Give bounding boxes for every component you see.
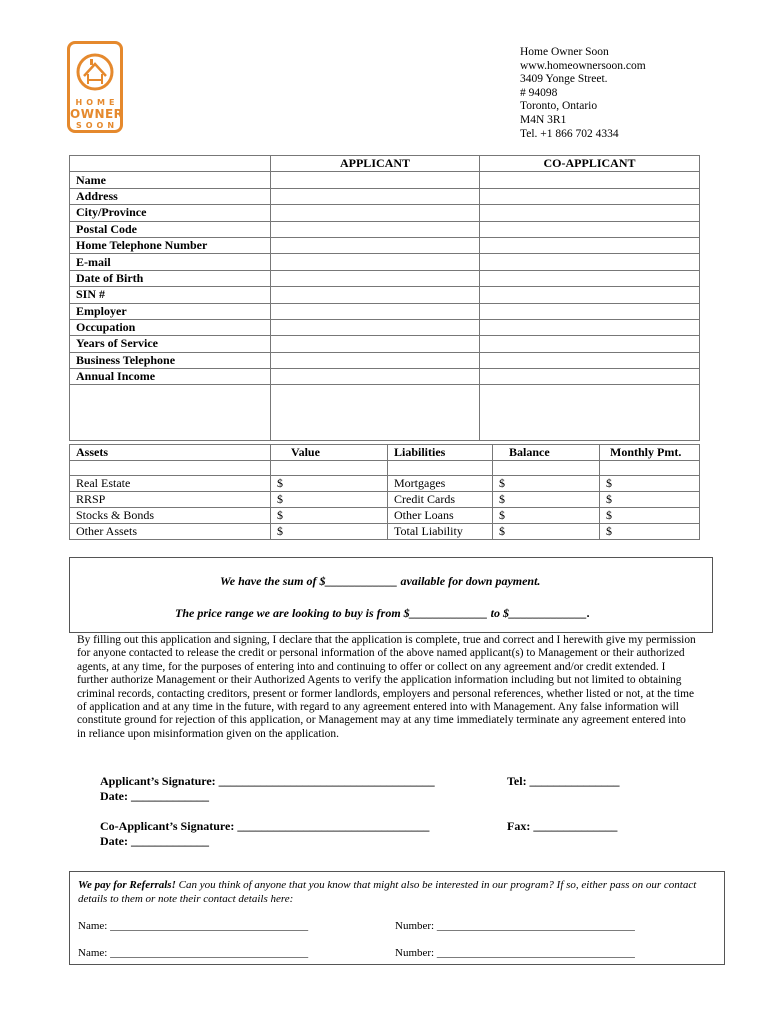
row-label-occupation: Occupation — [70, 319, 271, 335]
coapplicant-business-phone-field[interactable] — [480, 352, 700, 368]
applicant-postal-field[interactable] — [271, 221, 480, 237]
applicant-header: APPLICANT — [271, 156, 480, 172]
table-row — [70, 524, 700, 540]
row-label-business-phone: Business Telephone — [70, 352, 271, 368]
asset-label: RRSP — [70, 492, 271, 508]
company-website[interactable]: www.homeownersoon.com — [520, 59, 646, 72]
balance-field[interactable]: $ — [493, 524, 600, 540]
applicant-home-phone-field[interactable] — [271, 237, 480, 253]
liability-label: Credit Cards — [388, 492, 493, 508]
liability-label: Total Liability — [388, 524, 493, 540]
coapplicant-years-service-field[interactable] — [480, 336, 700, 352]
coapplicant-home-phone-field[interactable] — [480, 237, 700, 253]
applicant-info-table — [69, 155, 700, 441]
blank-row-label — [70, 385, 271, 441]
company-name: Home Owner Soon — [520, 46, 609, 58]
row-label-address: Address — [70, 188, 271, 204]
applicant-email-field[interactable] — [271, 254, 480, 270]
applicant-address-field[interactable] — [271, 188, 480, 204]
liabilities-header: Liabilities — [388, 445, 493, 461]
row-label-annual-income: Annual Income — [70, 369, 271, 385]
applicant-years-service-field[interactable] — [271, 336, 480, 352]
spacer-cell — [600, 461, 700, 476]
referral-box — [69, 871, 725, 965]
row-label-postal: Postal Code — [70, 221, 271, 237]
row-label-employer: Employer — [70, 303, 271, 319]
coapplicant-employer-field[interactable] — [480, 303, 700, 319]
coapplicant-sin-field[interactable] — [480, 287, 700, 303]
table-row — [70, 508, 700, 524]
company-street: 3409 Yonge Street. — [520, 73, 608, 86]
declaration-line: of application and at any time in the future, with regard to any agreement entered into with Management. Any false information will — [77, 701, 679, 714]
coapplicant-blank-field[interactable] — [480, 385, 700, 441]
company-logo — [67, 41, 123, 133]
declaration-line: constitute ground for rejection of this application, or Management may at any time immediately terminate any agreement entered into — [77, 714, 686, 727]
coapplicant-city-field[interactable] — [480, 205, 700, 221]
balance-field[interactable]: $ — [493, 508, 600, 524]
balance-header: Balance — [493, 445, 600, 461]
spacer-cell — [493, 461, 600, 476]
asset-label: Real Estate — [70, 476, 271, 492]
value-header: Value — [271, 445, 388, 461]
balance-field[interactable]: $ — [493, 476, 600, 492]
applicant-signature-line[interactable]: Applicant’s Signature: ____________________________________ — [100, 774, 435, 788]
spacer-cell — [70, 461, 271, 476]
table-row — [70, 476, 700, 492]
referral-name-2[interactable]: Name: ____________________________________ — [78, 947, 309, 959]
coapplicant-annual-income-field[interactable] — [480, 369, 700, 385]
coapplicant-occupation-field[interactable] — [480, 319, 700, 335]
company-postal: M4N 3R1 — [520, 113, 567, 126]
row-label-sin: SIN # — [70, 287, 271, 303]
declaration-line: for anyone contacted to release the credit or personal information of the above named applicant(s) to Management or their authorized — [77, 647, 685, 660]
declaration-line: criminal records, contacting creditors, present or former landlords, employers and personal references, whether listed or not, at the time — [77, 687, 695, 700]
table-corner — [70, 156, 271, 172]
applicant-business-phone-field[interactable] — [271, 352, 480, 368]
row-label-city: City/Province — [70, 205, 271, 221]
row-label-email: E-mail — [70, 254, 271, 270]
coapplicant-email-field[interactable] — [480, 254, 700, 270]
fax-line[interactable]: Fax: ______________ — [507, 819, 618, 833]
coapplicant-date-line[interactable]: Date: _____________ — [100, 834, 209, 848]
assets-header: Assets — [70, 445, 271, 461]
declaration-line: By filling out this application and signing, I declare that the application is complete, true and correct and I herewith give my permission — [77, 634, 696, 646]
tel-line[interactable]: Tel: _______________ — [507, 774, 620, 788]
applicant-sin-field[interactable] — [271, 287, 480, 303]
applicant-date-line[interactable]: Date: _____________ — [100, 789, 209, 803]
house-logo-icon — [76, 50, 114, 94]
coapplicant-name-field[interactable] — [480, 172, 700, 188]
applicant-blank-field[interactable] — [271, 385, 480, 441]
monthly-pmt-field[interactable]: $ — [600, 524, 700, 540]
monthly-pmt-header: Monthly Pmt. — [600, 445, 700, 461]
assets-liabilities-table — [69, 444, 700, 540]
table-row — [70, 492, 700, 508]
row-label-home-phone: Home Telephone Number — [70, 237, 271, 253]
referral-intro — [78, 879, 718, 906]
referral-number-1[interactable]: Number: ____________________________________ — [395, 920, 635, 932]
applicant-name-field[interactable] — [271, 172, 480, 188]
company-suite: # 94098 — [520, 86, 558, 99]
logo-text-home: HOME — [75, 98, 119, 107]
row-label-name: Name — [70, 172, 271, 188]
applicant-occupation-field[interactable] — [271, 319, 480, 335]
asset-value-field[interactable]: $ — [271, 524, 388, 540]
referral-number-2[interactable]: Number: ____________________________________ — [395, 947, 635, 959]
balance-field[interactable]: $ — [493, 492, 600, 508]
declaration-line: agents, at any time, for the purposes of entering into and continuing to offer or collect on any agreement and/or credit extended. I — [77, 660, 666, 673]
referral-lead: We pay for Referrals! — [78, 879, 176, 891]
liability-label: Other Loans — [388, 508, 493, 524]
company-city: Toronto, Ontario — [520, 100, 598, 113]
applicant-dob-field[interactable] — [271, 270, 480, 286]
monthly-pmt-field[interactable]: $ — [600, 508, 700, 524]
spacer-cell — [388, 461, 493, 476]
liability-label: Mortgages — [388, 476, 493, 492]
row-label-years-service: Years of Service — [70, 336, 271, 352]
coapplicant-dob-field[interactable] — [480, 270, 700, 286]
referral-name-1[interactable]: Name: ____________________________________ — [78, 920, 309, 932]
coapplicant-signature-line[interactable]: Co-Applicant’s Signature: ________________________________ — [100, 819, 430, 833]
asset-value-field[interactable]: $ — [271, 508, 388, 524]
company-phone: Tel. +1 866 702 4334 — [520, 127, 619, 140]
applicant-annual-income-field[interactable] — [271, 369, 480, 385]
down-payment-sum-line[interactable]: We have the sum of $____________ available for down payment. — [220, 574, 541, 588]
declaration-line: further authorize Management or their Authorized Agents to verify the application information including but not limited to obtaining — [77, 674, 682, 687]
monthly-pmt-field[interactable]: $ — [600, 492, 700, 508]
applicant-employer-field[interactable] — [271, 303, 480, 319]
monthly-pmt-field[interactable]: $ — [600, 476, 700, 492]
coapplicant-header: CO-APPLICANT — [480, 156, 700, 172]
referral-text: Can you think of anyone that you know that might also be interested in our program? If so, either pass on our contact details to them or note their contact details here: — [78, 879, 697, 905]
asset-label: Stocks & Bonds — [70, 508, 271, 524]
price-range-line[interactable]: The price range we are looking to buy is from $_____________ to $_____________. — [175, 606, 590, 620]
spacer-cell — [271, 461, 388, 476]
asset-value-field[interactable]: $ — [271, 476, 388, 492]
coapplicant-postal-field[interactable] — [480, 221, 700, 237]
asset-label: Other Assets — [70, 524, 271, 540]
logo-text-soon: SOON — [75, 121, 119, 130]
asset-value-field[interactable]: $ — [271, 492, 388, 508]
declaration-text — [77, 634, 707, 741]
company-address — [520, 46, 646, 141]
logo-text-owner: OWNER — [70, 107, 124, 121]
declaration-line: in reliance upon misinformation given on the application. — [77, 727, 339, 740]
coapplicant-address-field[interactable] — [480, 188, 700, 204]
row-label-dob: Date of Birth — [70, 270, 271, 286]
down-payment-box — [69, 557, 713, 633]
applicant-city-field[interactable] — [271, 205, 480, 221]
